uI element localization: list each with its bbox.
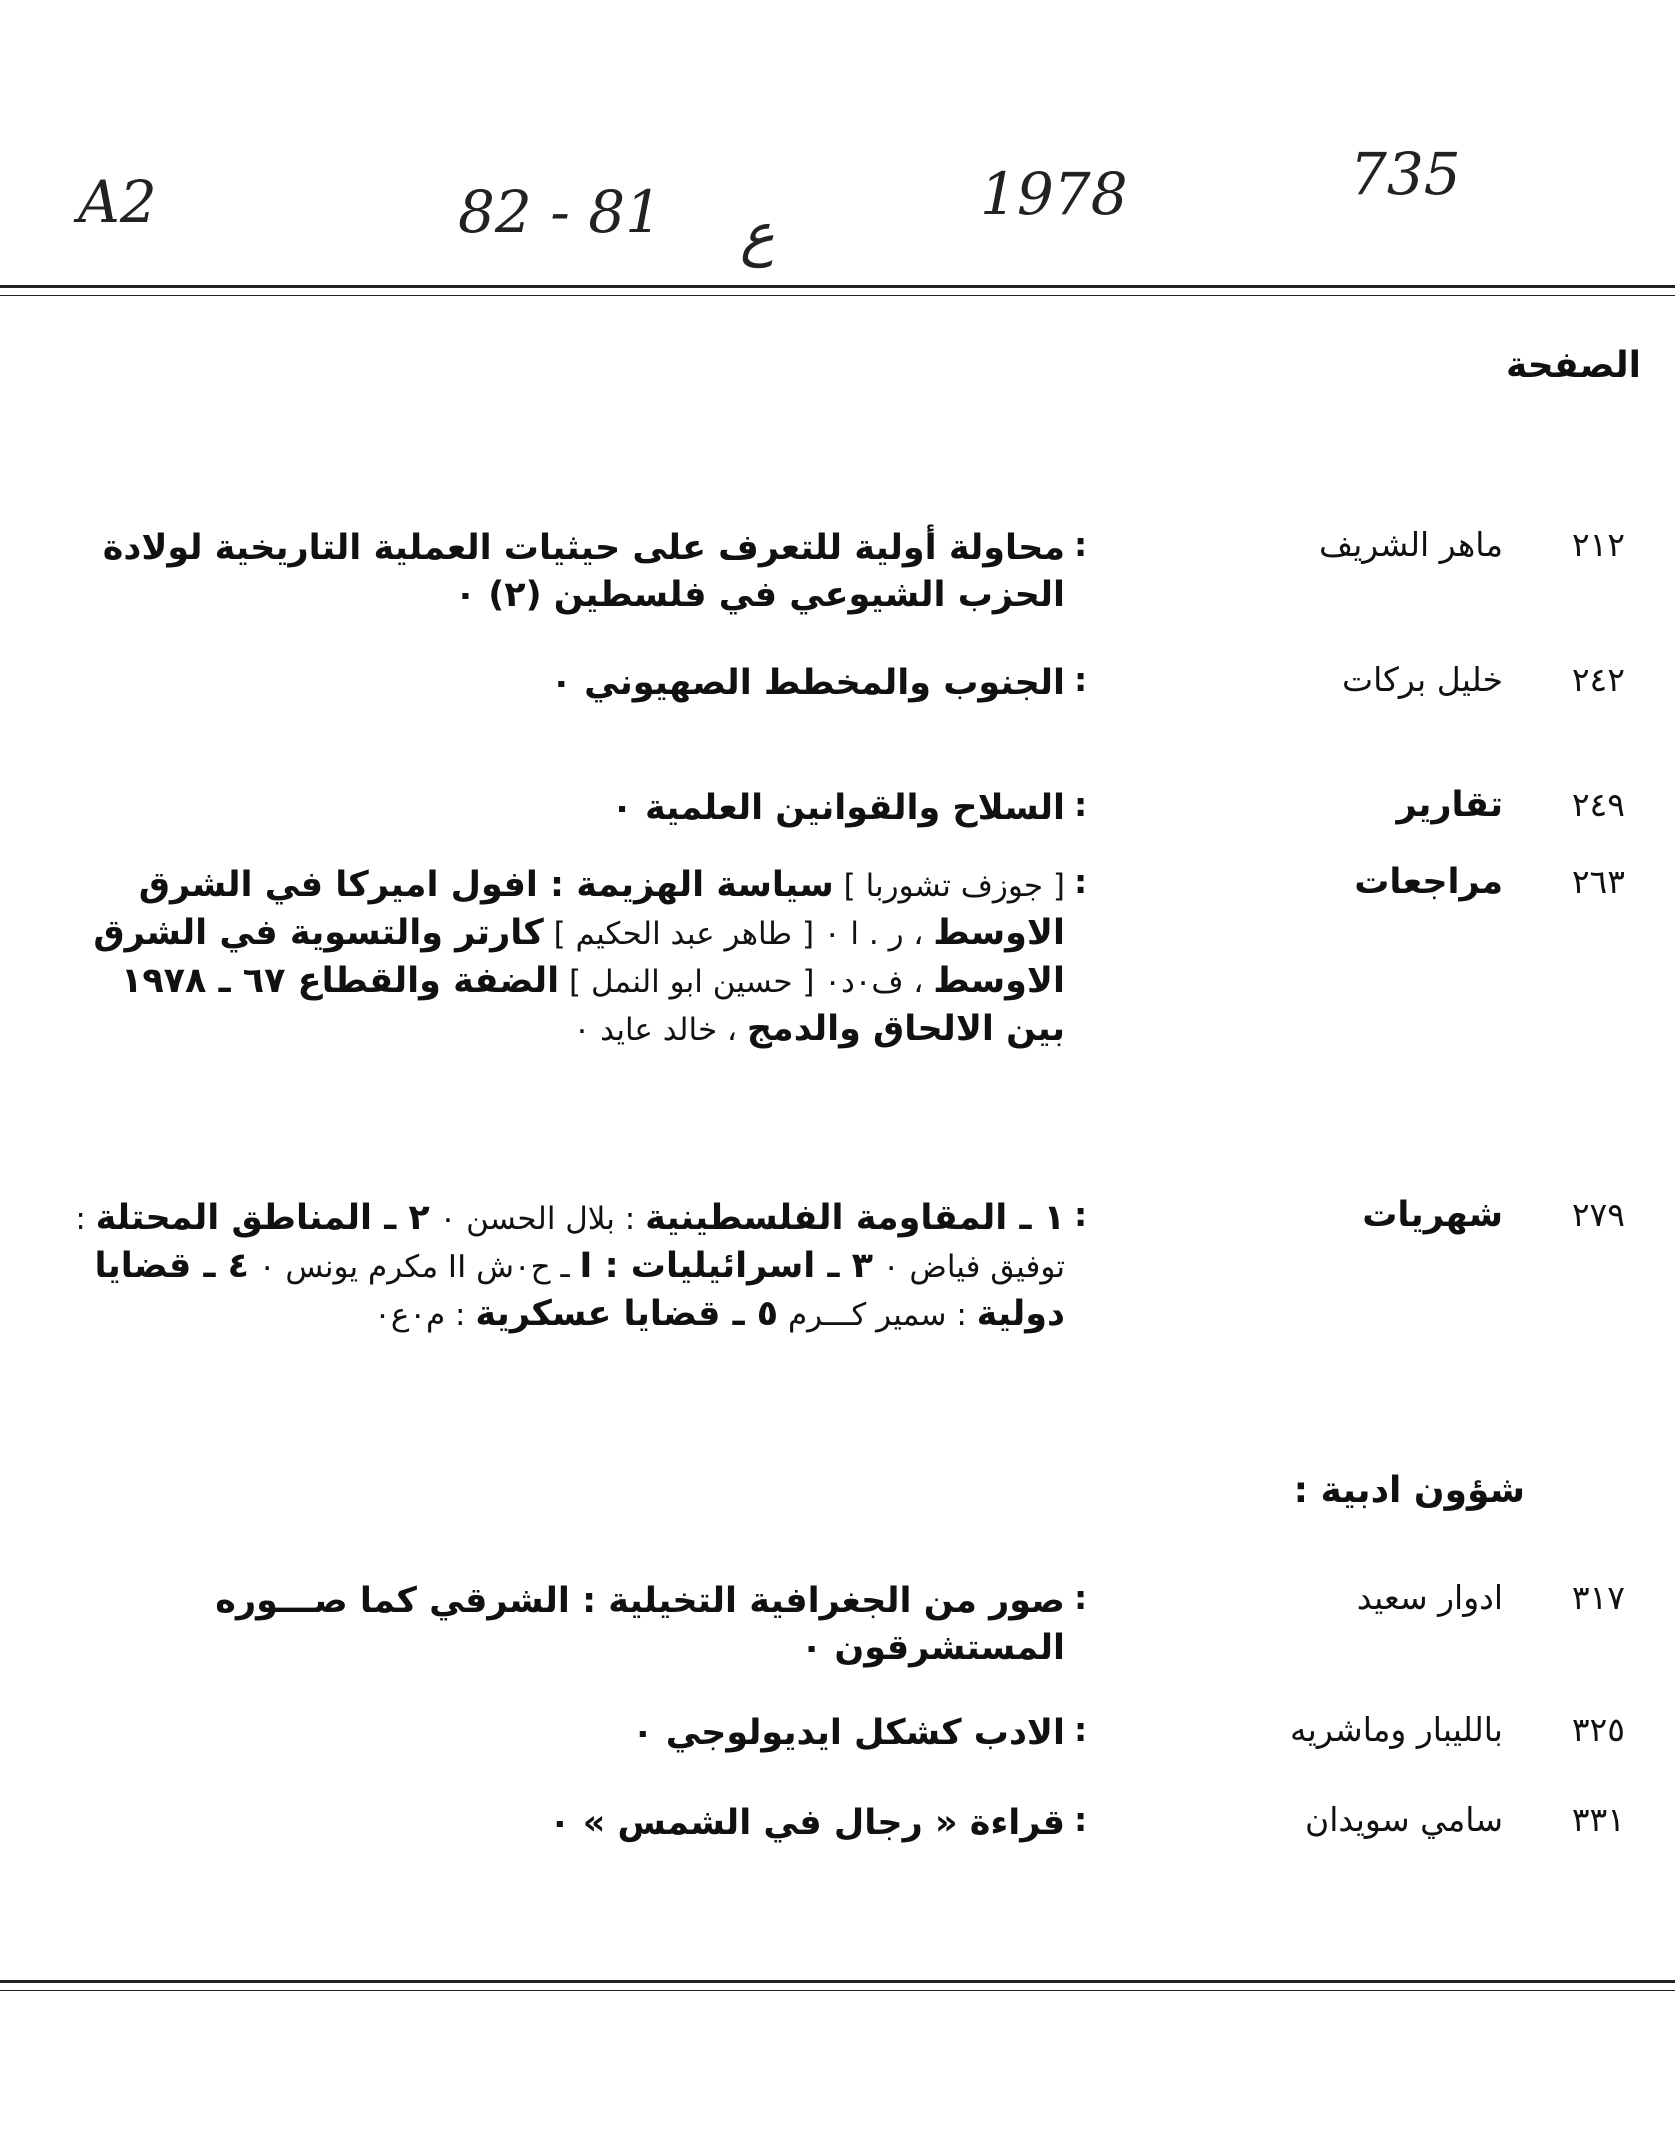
text-run: ٤ ـ قضايا دولية [94,1246,1065,1334]
separator-colon: : [1074,862,1088,901]
page-number: ٣١٧ [1571,1578,1625,1617]
handwritten-code: A2 [78,168,157,236]
text-run: سياسة الهزيمة : افول اميركا في الشرق الاوسط [138,865,1065,953]
text-run: ، خالد عايد ٠ [573,1012,747,1048]
text-run: ٢ ـ المناطق المحتلة [95,1198,430,1238]
page-number: ٢٤٩ [1571,785,1625,824]
handwritten-number: 735 [1350,140,1461,208]
bottom-rule [0,1980,1675,1983]
page-column-label: الصفحة [1505,345,1641,386]
text-run: : م٠ع٠ [374,1297,476,1333]
article-title: الادب كشكل ايديولوجي ٠ [632,1713,1065,1753]
separator-colon: : [1074,1800,1088,1839]
page-number: ٣٢٥ [1571,1710,1625,1749]
reviews-text [75,862,1065,1054]
text-run: : سمير كـــرم [778,1297,977,1333]
handwritten-year: 1978 [980,160,1128,228]
text-run: ـ ح٠ش II مكرم يونس ٠ [249,1249,580,1285]
article-title: صور من الجغرافية التخيلية : الشرقي كما صـــوره المستشرقون ٠ [215,1581,1065,1668]
article-title: قراءة « رجال في الشمس » ٠ [549,1803,1065,1843]
page-number: ٢٤٢ [1571,660,1625,699]
separator-colon: : [1074,525,1088,564]
top-rule-thin [0,295,1675,296]
text-run: ٣ ـ اسرائيليات : I [579,1246,873,1286]
separator-colon: : [1074,1195,1088,1234]
article-title: محاولة أولية للتعرف على حيثيات العملية التاريخية لولادة الحزب الشيوعي في فلسطين (٢) ٠ [102,528,1065,615]
separator-colon: : [1074,1578,1088,1617]
separator-colon: : [1074,660,1088,699]
author: خليل بركات [1342,660,1503,699]
author: ماهر الشريف [1318,525,1503,564]
author: ادوار سعيد [1356,1578,1503,1617]
separator-colon: : [1074,785,1088,824]
text-run: ، ر . ا ٠ [ طاهر عبد الحكيم ] [543,916,934,952]
monthlies-text [75,1195,1065,1339]
text-run: كارتر والتسوية في الشرق الاوسط [93,913,1065,1001]
section-name: تقارير [1396,785,1503,825]
text-run: : توفيق فياض ٠ [75,1201,1065,1285]
bottom-rule-thin [0,1990,1675,1991]
page-number: ٣٣١ [1571,1800,1625,1839]
top-rule [0,285,1675,288]
text-run: الضفة والقطاع ٦٧ ـ ١٩٧٨ بين الالحاق والدمج [120,961,1065,1049]
section-heading: شؤون ادبية : [1293,1470,1525,1511]
separator-colon: : [1074,1710,1088,1749]
handwritten-letter: ع [740,200,775,268]
text-run: ٥ ـ قضايا عسكرية [475,1294,779,1334]
section-name: شهريات [1362,1195,1503,1235]
author: سامي سويدان [1305,1800,1503,1839]
author: بالليبار وماشريه [1289,1710,1503,1749]
article-title: الجنوب والمخطط الصهيوني ٠ [550,663,1065,703]
article-title: السلاح والقوانين العلمية ٠ [611,788,1065,828]
text-run: ، ف٠د٠ [ حسين ابو النمل ] [559,964,934,1000]
page-number: ٢٧٩ [1571,1195,1625,1234]
text-run: [ جوزف تشوربا ] [833,868,1065,904]
handwritten-pages: 82 - 81 [458,178,663,246]
text-run: : بلال الحسن ٠ [429,1201,646,1237]
section-name: مراجعات [1354,862,1503,902]
text-run: ١ ـ المقاومة الفلسطينية [645,1198,1065,1238]
page-number: ٢٦٣ [1571,862,1625,901]
page-number: ٢١٢ [1571,525,1625,564]
